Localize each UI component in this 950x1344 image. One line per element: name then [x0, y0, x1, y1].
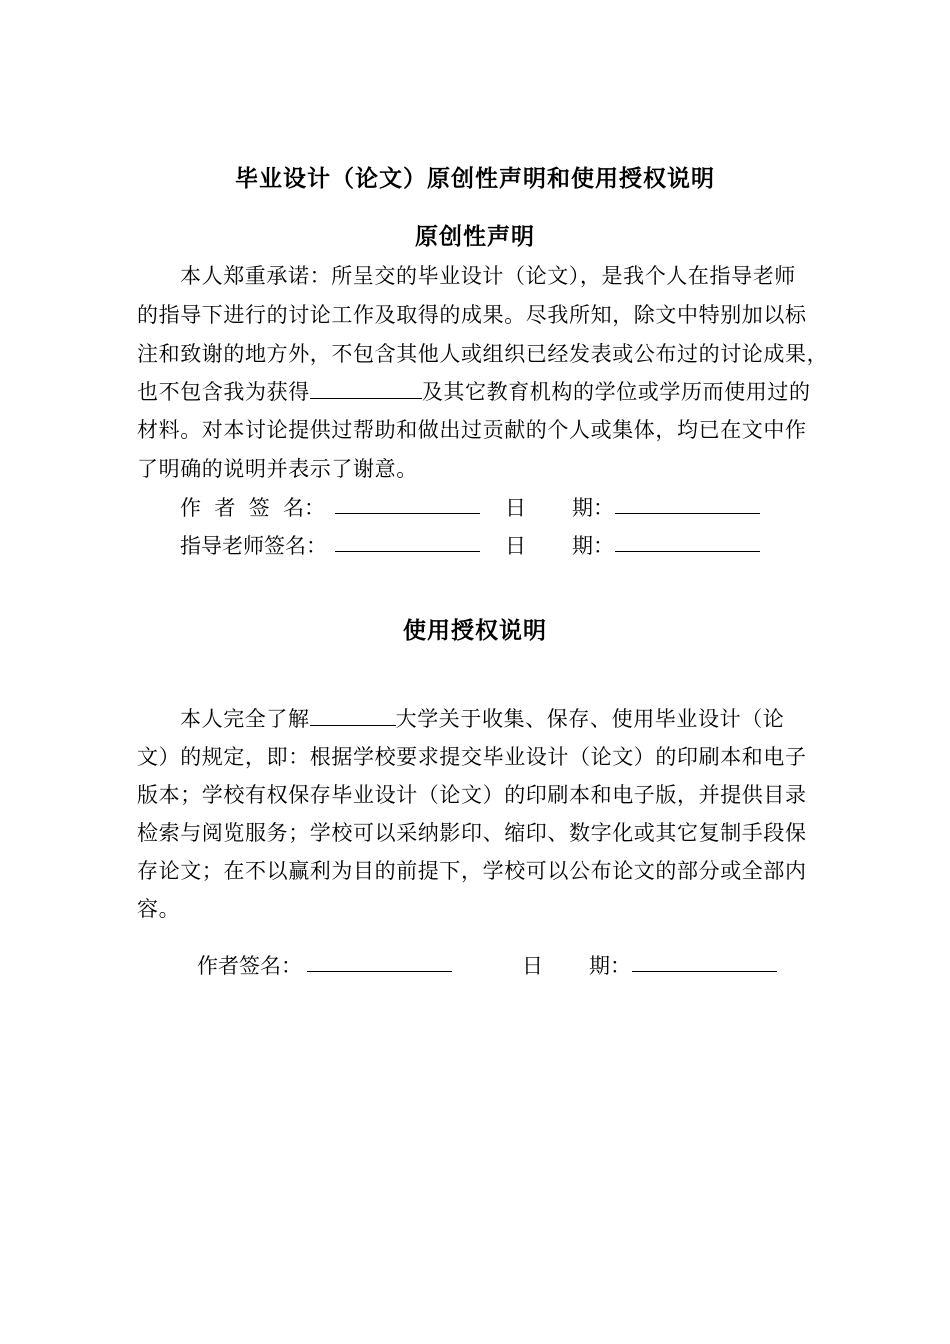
date-label-char-1: 日 — [505, 496, 526, 520]
institution-blank — [310, 382, 422, 399]
authorization-line-6: 容。 — [137, 897, 181, 921]
author-sign-label: 作 者 签 名： — [180, 496, 326, 520]
statement-line-1: 本人郑重承诺：所呈交的毕业设计（论文），是我个人在指导老师 — [180, 264, 796, 288]
date-label-char-1: 日 — [522, 954, 543, 978]
advisor-date-line — [615, 551, 760, 552]
auth-date-line — [632, 971, 777, 972]
date-label-char-2: 期： — [572, 534, 614, 558]
authorization-line-2: 文）的规定，即：根据学校要求提交毕业设计（论文）的印刷本和电子 — [137, 745, 807, 769]
statement-line-4-before: 也不包含我为获得 — [137, 380, 310, 404]
authorization-line-5: 存论文；在不以赢利为目的前提下，学校可以公布论文的部分或全部内 — [137, 859, 807, 883]
date-label-char-1: 日 — [505, 534, 526, 558]
author-date-line — [615, 513, 760, 514]
author-sign-line — [335, 513, 480, 514]
statement-line-4-after: 及其它教育机构的学位或学历而使用过的 — [421, 380, 811, 404]
authorization-line-1-after: 大学关于收集、保存、使用毕业设计（论 — [395, 707, 785, 731]
statement-line-3: 注和致谢的地方外，不包含其他人或组织已经发表或公布过的讨论成果， — [137, 342, 829, 366]
statement-line-4 — [137, 376, 811, 406]
authorization-line-4: 检索与阅览服务；学校可以采纳影印、缩印、数字化或其它复制手段保 — [137, 821, 807, 845]
auth-author-sign-line — [307, 971, 452, 972]
originality-heading: 原创性声明 — [415, 224, 535, 250]
document-title: 毕业设计（论文）原创性声明和使用授权说明 — [235, 166, 715, 192]
auth-author-sign-label: 作者签名： — [197, 954, 302, 978]
advisor-sign-label: 指导老师签名： — [180, 534, 327, 558]
authorization-line-3: 版本；学校有权保存毕业设计（论文）的印刷本和电子版，并提供目录 — [137, 783, 807, 807]
date-label-char-2: 期： — [589, 954, 631, 978]
authorization-line-1 — [180, 703, 784, 733]
statement-line-6: 了明确的说明并表示了谢意。 — [137, 457, 418, 481]
advisor-sign-line — [335, 551, 480, 552]
statement-line-5: 材料。对本讨论提供过帮助和做出过贡献的个人或集体，均已在文中作 — [137, 418, 807, 442]
authorization-heading: 使用授权说明 — [403, 618, 547, 644]
statement-line-2: 的指导下进行的讨论工作及取得的成果。尽我所知，除文中特别加以标 — [137, 303, 807, 327]
authorization-line-1-before: 本人完全了解 — [180, 707, 310, 731]
date-label-char-2: 期： — [572, 496, 614, 520]
university-blank — [310, 709, 396, 726]
